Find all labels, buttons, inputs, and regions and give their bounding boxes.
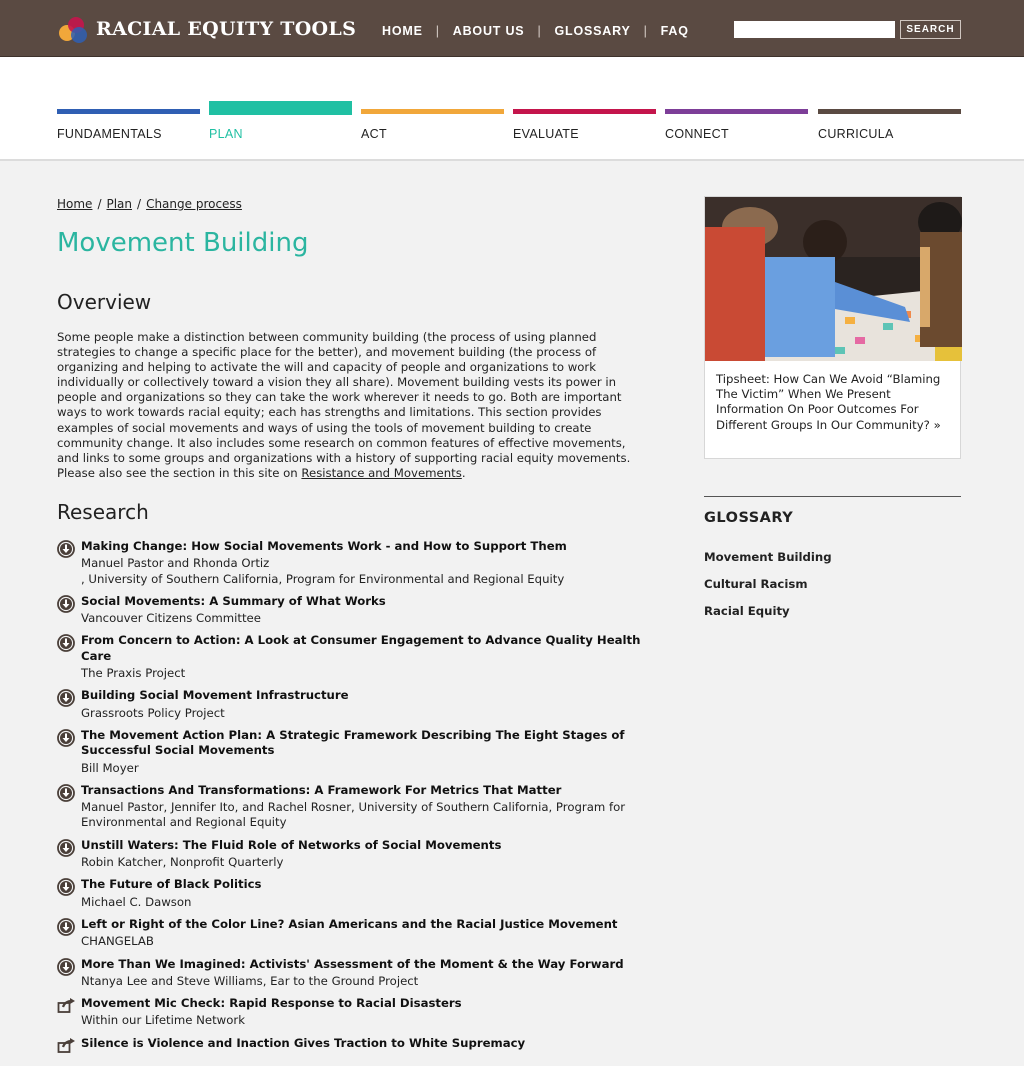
research-item: [57, 594, 657, 627]
research-item: [57, 688, 657, 721]
research-item-source: Vancouver Citizens Committee: [81, 611, 261, 626]
research-item: [57, 728, 657, 776]
category-color-bar: [665, 109, 808, 114]
breadcrumb: [57, 197, 242, 211]
nav-faq[interactable]: FAQ: [660, 24, 689, 38]
category-curricula[interactable]: [818, 57, 961, 161]
category-color-bar: [209, 101, 352, 115]
logo-icon[interactable]: [56, 14, 92, 46]
category-label: FUNDAMENTALS: [57, 127, 162, 141]
tipsheet-photo: [705, 197, 962, 361]
research-item-source: Robin Katcher, Nonprofit Quarterly: [81, 855, 284, 870]
download-icon[interactable]: [57, 839, 75, 857]
nav-about-us[interactable]: ABOUT US: [452, 24, 525, 38]
overview-body: Some people make a distinction between community building (the process of using planned strategies to change a specific place for the better), and movement building (the process of organizing and helping to activate the will and capacity of people and organizations to work individually or collectively toward a vision they all share). Movement building vests its power in people and organizations so they can take the work wherever it needs to go. Both are important ways to work towards racial equity; each has strengths and limitations. This section provides examples of social movements and ways of using the tools of movement building to create community change. It also includes some research on common features of effective movements, and links to some groups and organizations with a history of supporting racial equity movements. Please also see the section in this site on: [57, 330, 631, 480]
site-logo-text[interactable]: RACIAL EQUITY TOOLS: [96, 18, 357, 40]
category-label: ACT: [361, 127, 387, 141]
breadcrumb-plan[interactable]: Plan: [106, 197, 133, 211]
research-item-title[interactable]: Social Movements: A Summary of What Works: [81, 593, 386, 608]
research-list: [57, 539, 657, 1058]
download-icon[interactable]: [57, 540, 75, 558]
download-icon[interactable]: [57, 918, 75, 936]
breadcrumb-separator: /: [137, 197, 142, 211]
nav-separator: |: [435, 24, 440, 38]
category-connect[interactable]: [665, 57, 808, 161]
category-evaluate[interactable]: [513, 57, 656, 161]
research-item: [57, 957, 657, 990]
research-item-title[interactable]: Transactions And Transformations: A Framework For Metrics That Matter: [81, 782, 562, 797]
research-item-source: Within our Lifetime Network: [81, 1013, 245, 1028]
category-color-bar: [818, 109, 961, 114]
category-label: CONNECT: [665, 127, 729, 141]
research-item-title[interactable]: Silence is Violence and Inaction Gives Traction to White Supremacy: [81, 1035, 526, 1050]
nav-glossary[interactable]: GLOSSARY: [554, 24, 631, 38]
research-heading: Research: [57, 500, 149, 524]
research-item-source: Manuel Pastor and Rhonda Ortiz , University of Southern California, Program for Environmental and Regional Equity: [81, 556, 565, 586]
glossary-item-cultural-racism[interactable]: Cultural Racism: [704, 577, 808, 591]
research-item-source: Bill Moyer: [81, 760, 139, 775]
research-item-title[interactable]: Unstill Waters: The Fluid Role of Networks of Social Movements: [81, 837, 502, 852]
research-item-source: Grassroots Policy Project: [81, 705, 225, 720]
research-item-title[interactable]: Movement Mic Check: Rapid Response to Racial Disasters: [81, 996, 462, 1011]
research-item: [57, 783, 657, 831]
download-icon[interactable]: [57, 595, 75, 613]
category-act[interactable]: [361, 57, 504, 161]
research-item: [57, 996, 657, 1029]
external-link-icon[interactable]: [57, 1037, 75, 1055]
tipsheet-link[interactable]: Tipsheet: How Can We Avoid “Blaming The Victim” When We Present Information On Poor Outcomes For Different Groups In Our Community? »: [716, 372, 941, 432]
category-color-bar: [513, 109, 656, 114]
page-title: Movement Building: [57, 228, 309, 258]
download-icon[interactable]: [57, 729, 75, 747]
category-label: CURRICULA: [818, 127, 894, 141]
category-color-bar: [361, 109, 504, 114]
overview-after: .: [461, 465, 466, 480]
research-item-source: CHANGELAB: [81, 934, 154, 949]
search-button[interactable]: SEARCH: [900, 20, 961, 39]
research-item-title[interactable]: Making Change: How Social Movements Work - and How to Support Them: [81, 539, 567, 553]
research-item-title[interactable]: Left or Right of the Color Line? Asian Americans and the Racial Justice Movement: [81, 916, 618, 931]
research-item: [57, 877, 657, 910]
overview-text: [57, 330, 651, 481]
site-header: [0, 0, 1024, 57]
research-item-source: Ntanya Lee and Steve Williams, Ear to the Ground Project: [81, 973, 419, 988]
workshop-photo-image: [705, 197, 962, 361]
nav-separator: |: [537, 24, 542, 38]
research-item-title[interactable]: The Movement Action Plan: A Strategic Framework Describing The Eight Stages of Successful Social Movements: [81, 727, 625, 758]
research-item-title[interactable]: More Than We Imagined: Activists' Assessment of the Moment & the Way Forward: [81, 956, 624, 971]
glossary-heading: GLOSSARY: [704, 510, 794, 526]
breadcrumb-separator: /: [97, 197, 102, 211]
external-link-icon[interactable]: [57, 997, 75, 1015]
search-input[interactable]: [734, 21, 895, 38]
resistance-and-movements-link[interactable]: Resistance and Movements: [301, 465, 462, 480]
breadcrumb-change-process[interactable]: Change process: [146, 197, 242, 211]
category-label: EVALUATE: [513, 127, 579, 141]
research-item-title[interactable]: Building Social Movement Infrastructure: [81, 688, 349, 703]
category-label: PLAN: [209, 127, 243, 141]
glossary-item-racial-equity[interactable]: Racial Equity: [704, 604, 790, 618]
research-item: [57, 1036, 657, 1051]
research-item-title[interactable]: The Future of Black Politics: [81, 877, 262, 892]
nav-separator: |: [643, 24, 648, 38]
research-item-source: The Praxis Project: [81, 666, 186, 681]
category-plan[interactable]: [209, 57, 352, 161]
research-item: [57, 917, 657, 950]
download-icon[interactable]: [57, 878, 75, 896]
category-fundamentals[interactable]: [57, 57, 200, 161]
overview-heading: Overview: [57, 290, 152, 314]
nav-home[interactable]: HOME: [382, 24, 423, 38]
research-item-title[interactable]: From Concern to Action: A Look at Consumer Engagement to Advance Quality Health Care: [81, 633, 641, 663]
sidebar-divider: [704, 496, 961, 497]
download-icon[interactable]: [57, 958, 75, 976]
category-color-bar: [57, 109, 200, 114]
download-icon[interactable]: [57, 689, 75, 707]
research-item: [57, 838, 657, 871]
top-nav: [382, 24, 689, 38]
category-nav: [0, 57, 1024, 161]
research-item: [57, 633, 657, 681]
tipsheet-card[interactable]: [704, 196, 961, 459]
research-item-source: Manuel Pastor, Jennifer Ito, and Rachel Rosner, University of Southern California, Program for Environmental and Regional Equity: [81, 800, 626, 830]
download-icon[interactable]: [57, 634, 75, 652]
breadcrumb-home[interactable]: Home: [57, 197, 93, 211]
glossary-item-movement-building[interactable]: Movement Building: [704, 550, 832, 564]
download-icon[interactable]: [57, 784, 75, 802]
research-item-source: Michael C. Dawson: [81, 894, 192, 909]
research-item: [57, 539, 657, 587]
